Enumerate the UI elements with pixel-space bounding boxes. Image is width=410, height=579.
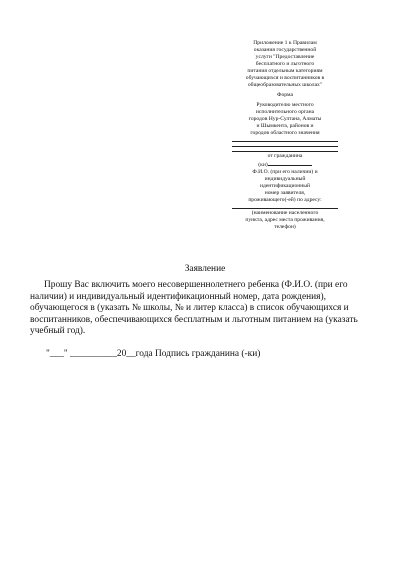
- applicant-note-line: идентификационный: [259, 183, 310, 189]
- address-note-line: (наименование населенного: [251, 210, 319, 216]
- appendix-line: питания отдельным категориям: [247, 68, 323, 74]
- from-label: от гражданина: [267, 153, 303, 159]
- document-body: [30, 280, 380, 338]
- appendix-line: общеобразовательных школах": [247, 82, 323, 88]
- applicant-note-line: номер заявителя,: [264, 190, 306, 196]
- blank-underline: [268, 160, 312, 166]
- address-note-line: пункта, адрес места проживания,: [245, 217, 325, 223]
- addressee-line: исполнительного органа: [255, 109, 315, 115]
- appendix-line: Приложение 1 к Правилам: [253, 40, 317, 46]
- document-title: Заявление: [184, 264, 226, 274]
- body-paragraph: Прошу Вас включить моего несовершеннолетнего ребенка (Ф.И.О. (при его наличии) и индивидуальный идентификационный номер, дата рождения), обучающегося в (указать № школы, № и литер класса) в список обучающихся и воспитанников, обеспечивающихся бесплатным и льготным питанием на (указать учебный год).: [30, 280, 358, 337]
- applicant-note-line: Ф.И.О. (при его наличии) и: [252, 169, 318, 175]
- form-label: Форма: [277, 92, 293, 98]
- addressee-line: городов областного значения: [250, 130, 320, 136]
- ki-label: (ки): [258, 162, 268, 168]
- appendix-line: услуги "Предоставление: [255, 54, 315, 60]
- signature-line: "___" __________20__года Подпись гражданина (-ки): [46, 349, 261, 359]
- applicant-note-line: проживающего(-ей) по адресу:: [248, 197, 322, 203]
- appendix-line: обучающихся и воспитанников в: [245, 75, 325, 81]
- addressee-line: и Шымкента, районов и: [256, 123, 314, 129]
- applicant-note-line: индивидуальный: [264, 176, 306, 182]
- address-note-line: телефон): [274, 224, 296, 230]
- addressee-line: Руководителю местного: [256, 102, 314, 108]
- appendix-line: бесплатного и льготного: [255, 61, 315, 67]
- ki-line: [232, 160, 338, 169]
- addressee-line: городов Нур-Султана, Алматы: [248, 116, 322, 122]
- appendix-line: оказания государственной: [253, 47, 317, 53]
- header-block: [232, 40, 338, 231]
